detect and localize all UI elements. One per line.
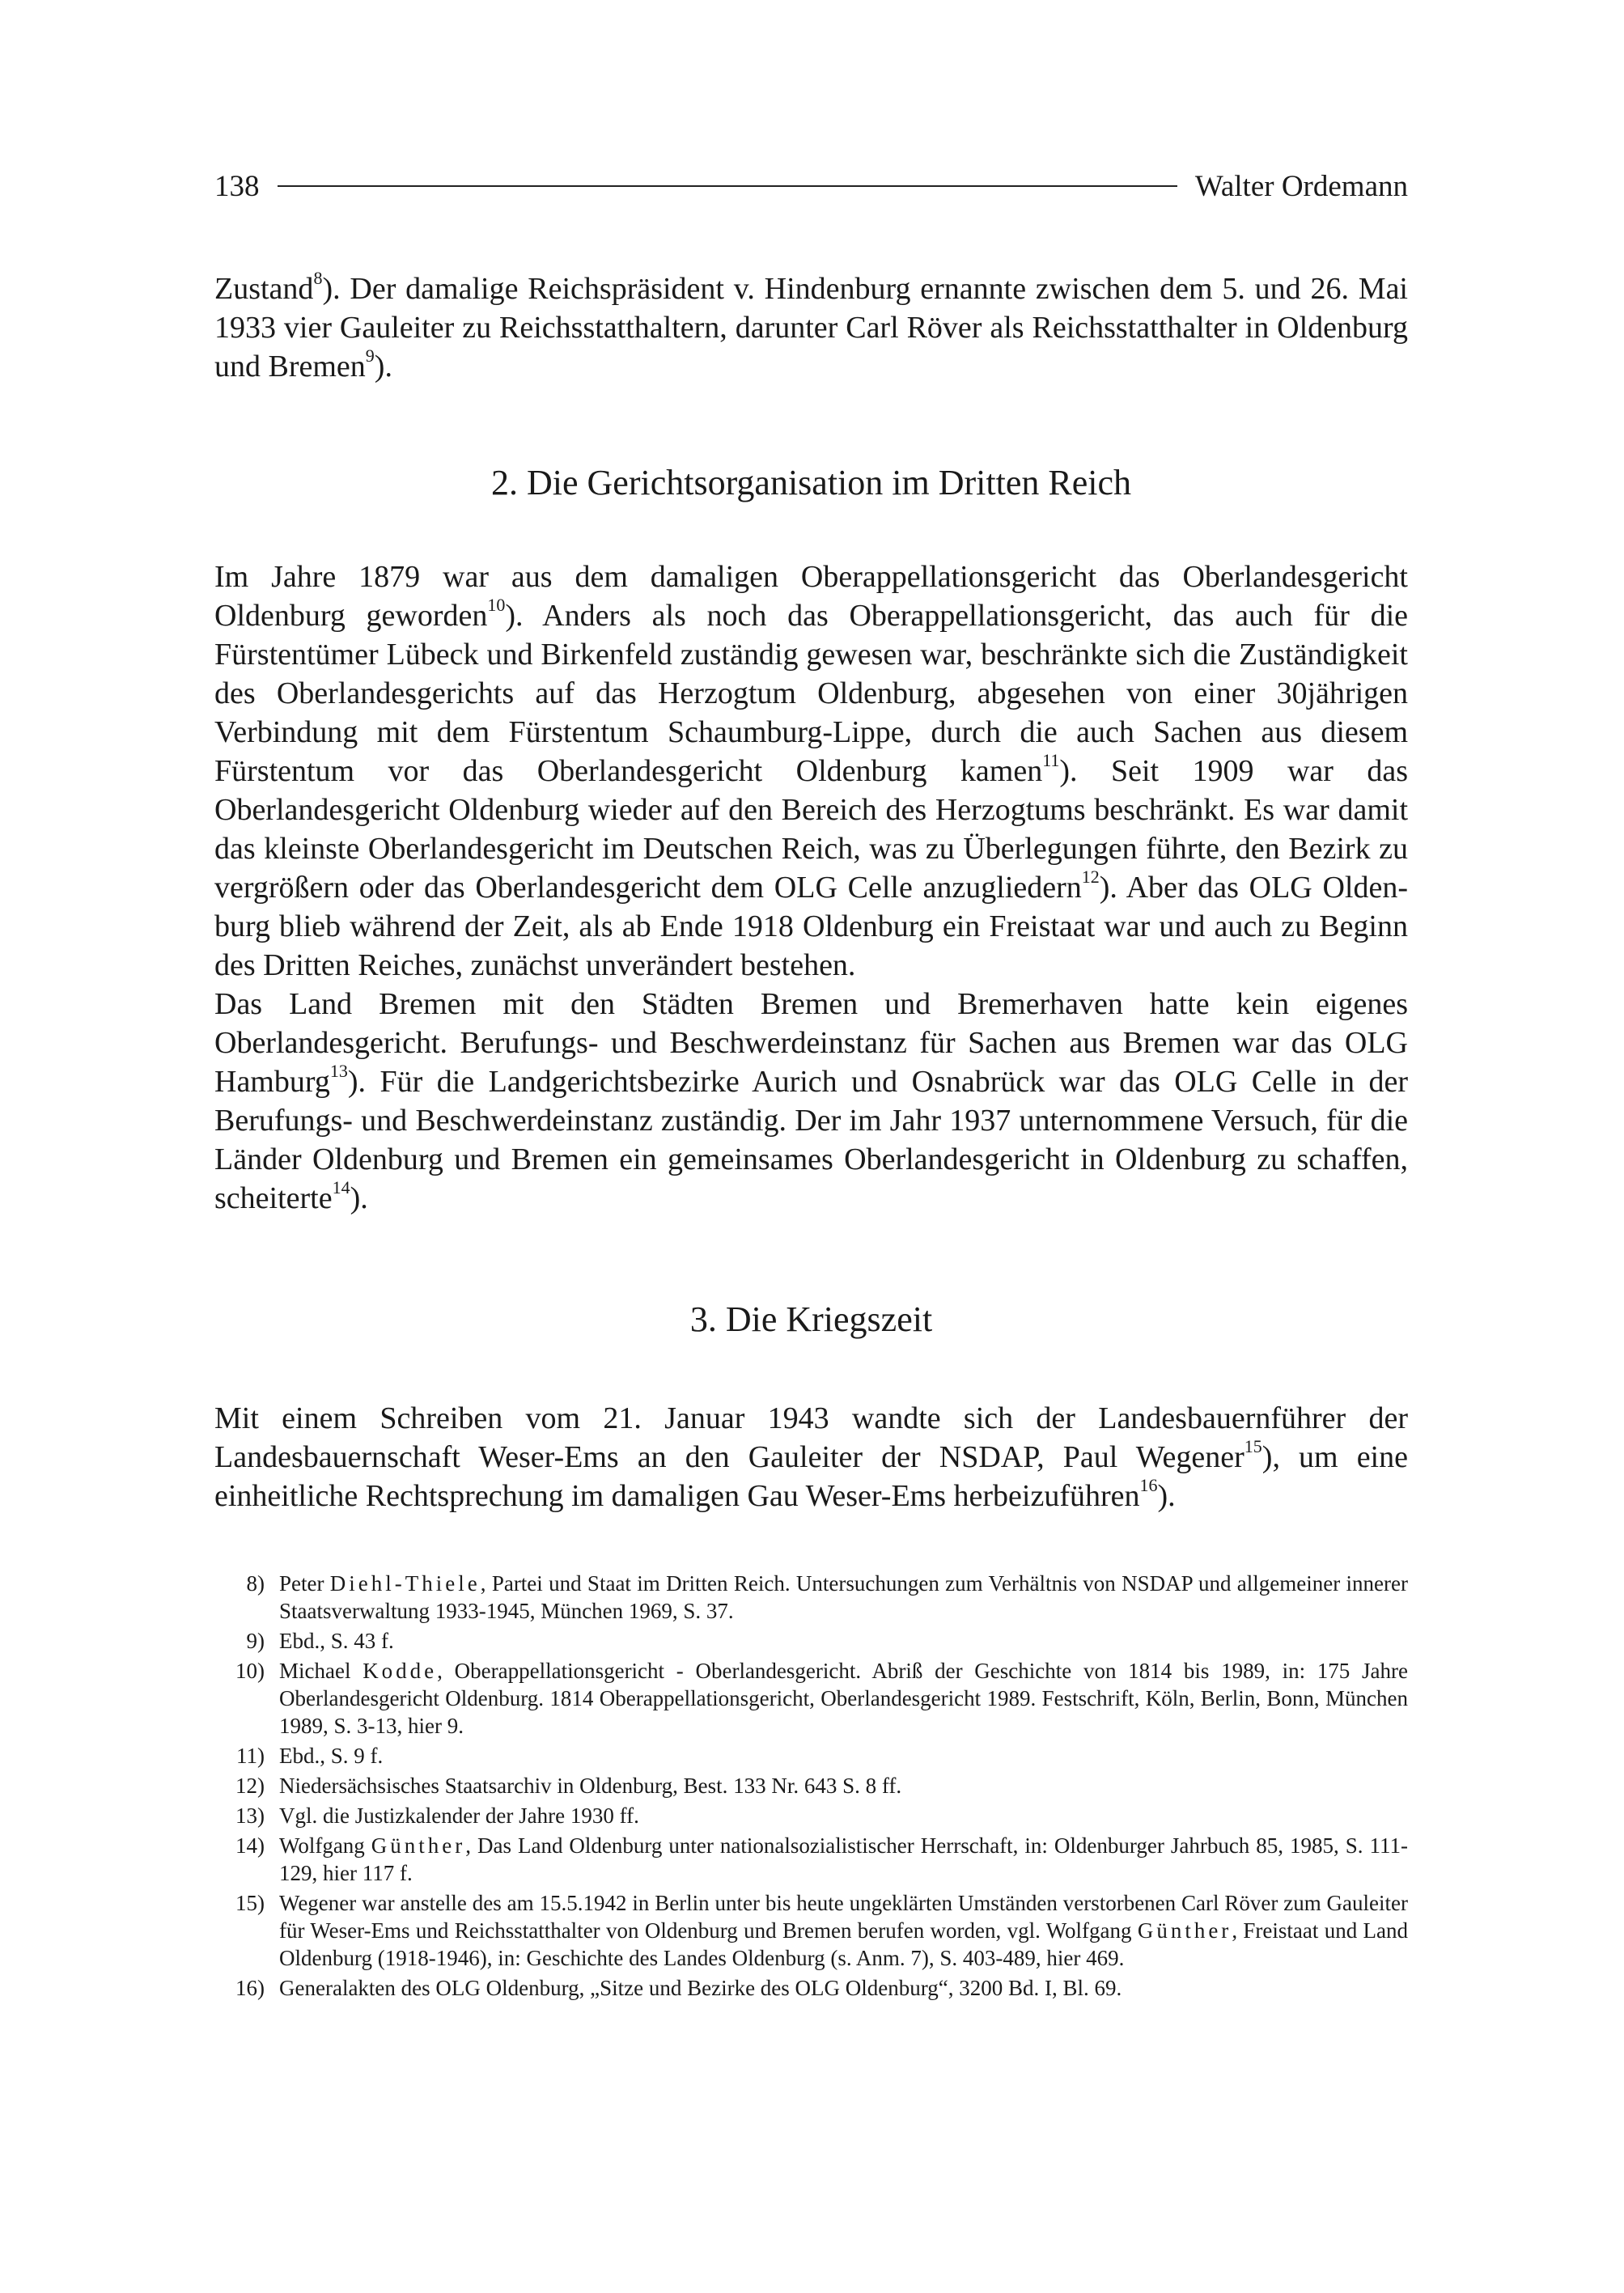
footnote-ref: 8 <box>313 268 323 288</box>
text-run: ). Seit 1909 war das Oberlandesgericht Oldenburg wieder auf den Bereich des Herzogtums beschränkt. Es war damit das kleinste Oberlandesgericht im Deutschen Reich, was zu Überlegungen führte, den Bezirk zu vergrößern oder das Oberlandesgericht dem OLG Celle anzugliedern <box>214 754 1408 905</box>
footnote-ref: 13 <box>329 1061 348 1081</box>
section2-paragraph-2 <box>214 985 1408 1218</box>
text-run: Niedersächsisches Staatsarchiv in Oldenburg, Best. 133 Nr. 643 S. 8 ff. <box>279 1774 902 1798</box>
author-name: Diehl-Thiele <box>329 1571 481 1596</box>
section-heading-2: 2. Die Gerichtsorganisation im Dritten Reich <box>490 463 1131 502</box>
footnote-item <box>214 1742 1408 1770</box>
footnote-ref: 15 <box>1244 1436 1262 1456</box>
footnote-number: 16) <box>235 1976 265 2000</box>
running-head <box>214 166 1408 206</box>
author-name: Kodde <box>363 1659 438 1683</box>
continuation-paragraph <box>214 269 1408 386</box>
text-run: ). Anders als noch das Oberappellationsgericht, das auch für die Fürstentümer Lübeck und Birkenfeld zuständig gewesen war, beschränkte sich die Zuständigkeit des Oberlandesgerichts auf das Herzogtum Oldenburg, abgesehen von einer 30jährigen Verbindung mit dem Fürstentum Schaumburg-Lippe, durch die auch Sachen aus diesem Fürstentum vor das Oberlandesgericht Oldenburg kamen <box>214 599 1408 788</box>
footnote-item <box>214 1627 1408 1655</box>
footnote-item <box>214 1974 1408 2002</box>
header-rule <box>278 185 1177 187</box>
text-run: , Oberappellationsgericht - Oberlandesgericht. Abriß der Geschichte von 1814 bis 1989, in: 175 Jahre Oberlandesgericht Oldenburg. 1814 Oberappellationsgericht, Oberlandesgericht 1989. Festschrift, Köln, Berlin, Bonn, München 1989, S. 3-13, hier 9. <box>279 1659 1408 1738</box>
text-run: Wegener war anstelle des am 15.5.1942 in Berlin unter bis heute ungeklärten Umständen verstorbenen Carl Röver zum Gauleiter für Weser-Ems und Reichsstatthalter von Oldenburg und Bremen berufen worden, vgl. Wolfgang <box>279 1891 1408 1943</box>
footnote-number: 14) <box>235 1833 265 1858</box>
footnote-number: 8) <box>246 1571 265 1596</box>
footnote-text <box>279 1570 1408 1625</box>
footnote-number: 9) <box>246 1629 265 1653</box>
text-run: , Das Land Oldenburg unter nationalsozialistischer Herrschaft, in: Oldenburger Jahrbuch 85, 1985, S. 111-129, hier 117 f. <box>279 1833 1408 1885</box>
text-run: ). Der damalige Reichspräsident v. Hindenburg ernannte zwischen dem 5. und 26. Mai 1933 vier Gauleiter zu Reichsstatthaltern, darunter Carl Röver als Reichsstatthalter in Oldenburg und Bremen <box>214 272 1408 384</box>
text-run: Vgl. die Justizkalender der Jahre 1930 ff. <box>279 1803 639 1828</box>
text-run: ). Aber das OLG Oldenburg blieb während der Zeit, als ab Ende 1918 Oldenburg ein Freistaat war und auch zu Beginn des Dritten Reiches, zunächst unverändert bestehen. <box>214 871 1408 982</box>
footnote-number: 15) <box>235 1891 265 1915</box>
text-run: , Partei und Staat im Dritten Reich. Untersuchungen zum Verhältnis von NSDAP und allgemeiner innerer Staatsverwaltung 1933-1945, München 1969, S. 37. <box>279 1571 1408 1623</box>
text-run: ), um eine einheitliche Rechtsprechung im damaligen Gau Weser-Ems herbeizuführen <box>214 1440 1408 1513</box>
section2-paragraph-1 <box>214 557 1408 985</box>
footnote-text <box>279 1742 1408 1770</box>
footnote-item <box>214 1832 1408 1887</box>
text-run: Generalakten des OLG Oldenburg, „Sitze und Bezirke des OLG Oldenburg“, 3200 Bd. I, Bl. 69. <box>279 1976 1122 2000</box>
section-heading-3: 3. Die Kriegszeit <box>689 1299 933 1339</box>
section3-paragraph-1 <box>214 1399 1408 1515</box>
footnote-item <box>214 1570 1408 1625</box>
author-name: Günther <box>371 1833 466 1858</box>
footnote-item <box>214 1889 1408 1972</box>
text-run: ). <box>1157 1479 1176 1513</box>
text-run: Peter <box>279 1571 330 1596</box>
footnote-text <box>279 1832 1408 1887</box>
footnotes-list <box>214 1570 1408 2004</box>
text-run: Wolfgang <box>279 1833 371 1858</box>
text-run: Mit einem Schreiben vom 21. Januar 1943 wandte sich der Landesbauernführer der Landesbauernschaft Weser-Ems an den Gauleiter der NSDAP, Paul Wegener <box>214 1401 1408 1474</box>
text-run: Zustand <box>214 272 314 306</box>
running-head-author: Walter Ordemann <box>1194 169 1408 203</box>
author-name: Günther <box>1137 1918 1232 1943</box>
footnote-text <box>279 1627 1408 1655</box>
text-run: Im Jahre 1879 war aus dem damaligen Oberappellationsgericht das Oberlandesgericht Oldenburg geworden <box>214 560 1408 633</box>
footnote-number: 12) <box>235 1774 265 1798</box>
text-run: , Freistaat und Land Oldenburg (1918-1946), in: Geschichte des Landes Oldenburg (s. Anm. 7), S. 403-489, hier 469. <box>279 1918 1408 1970</box>
footnote-number: 10) <box>235 1659 265 1683</box>
footnote-number: 11) <box>236 1744 265 1768</box>
footnote-ref: 12 <box>1081 867 1100 887</box>
footnote-ref: 10 <box>487 595 506 615</box>
footnote-ref: 14 <box>332 1177 350 1197</box>
footnote-text <box>279 1772 1408 1799</box>
body-text <box>214 269 1408 1515</box>
text-run: Das Land Bremen mit den Städten Bremen und Bremerhaven hatte kein eigenes Oberlandesgericht. Berufungs- und Beschwerdeinstanz für Sachen aus Bremen war das OLG Hamburg <box>214 987 1408 1099</box>
footnote-text <box>279 1657 1408 1740</box>
text-run: Ebd., S. 9 f. <box>279 1744 384 1768</box>
footnote-text <box>279 1974 1408 2002</box>
footnote-ref: 9 <box>365 345 375 366</box>
text-run: Michael <box>279 1659 363 1683</box>
text-run: ). <box>350 1181 368 1215</box>
text-run: ). <box>374 350 392 384</box>
footnote-ref: 16 <box>1139 1475 1158 1495</box>
footnote-text <box>279 1802 1408 1829</box>
text-run: ). Für die Landgerichtsbezirke Aurich und Osnabrück war das OLG Celle in der Berufungs- und Beschwerdeinstanz zuständig. Der im Jahr 1937 unternommene Versuch, für die Länder Oldenburg und Bremen ein gemeinsames Oberlandesgericht in Oldenburg zu schaffen, scheiterte <box>214 1065 1408 1215</box>
footnote-item <box>214 1657 1408 1740</box>
page-number: 138 <box>214 169 260 203</box>
footnote-item <box>214 1772 1408 1799</box>
footnote-ref: 11 <box>1042 750 1060 770</box>
text-run: Ebd., S. 43 f. <box>279 1629 394 1653</box>
footnote-text <box>279 1889 1408 1972</box>
footnote-number: 13) <box>235 1803 265 1828</box>
footnote-item <box>214 1802 1408 1829</box>
